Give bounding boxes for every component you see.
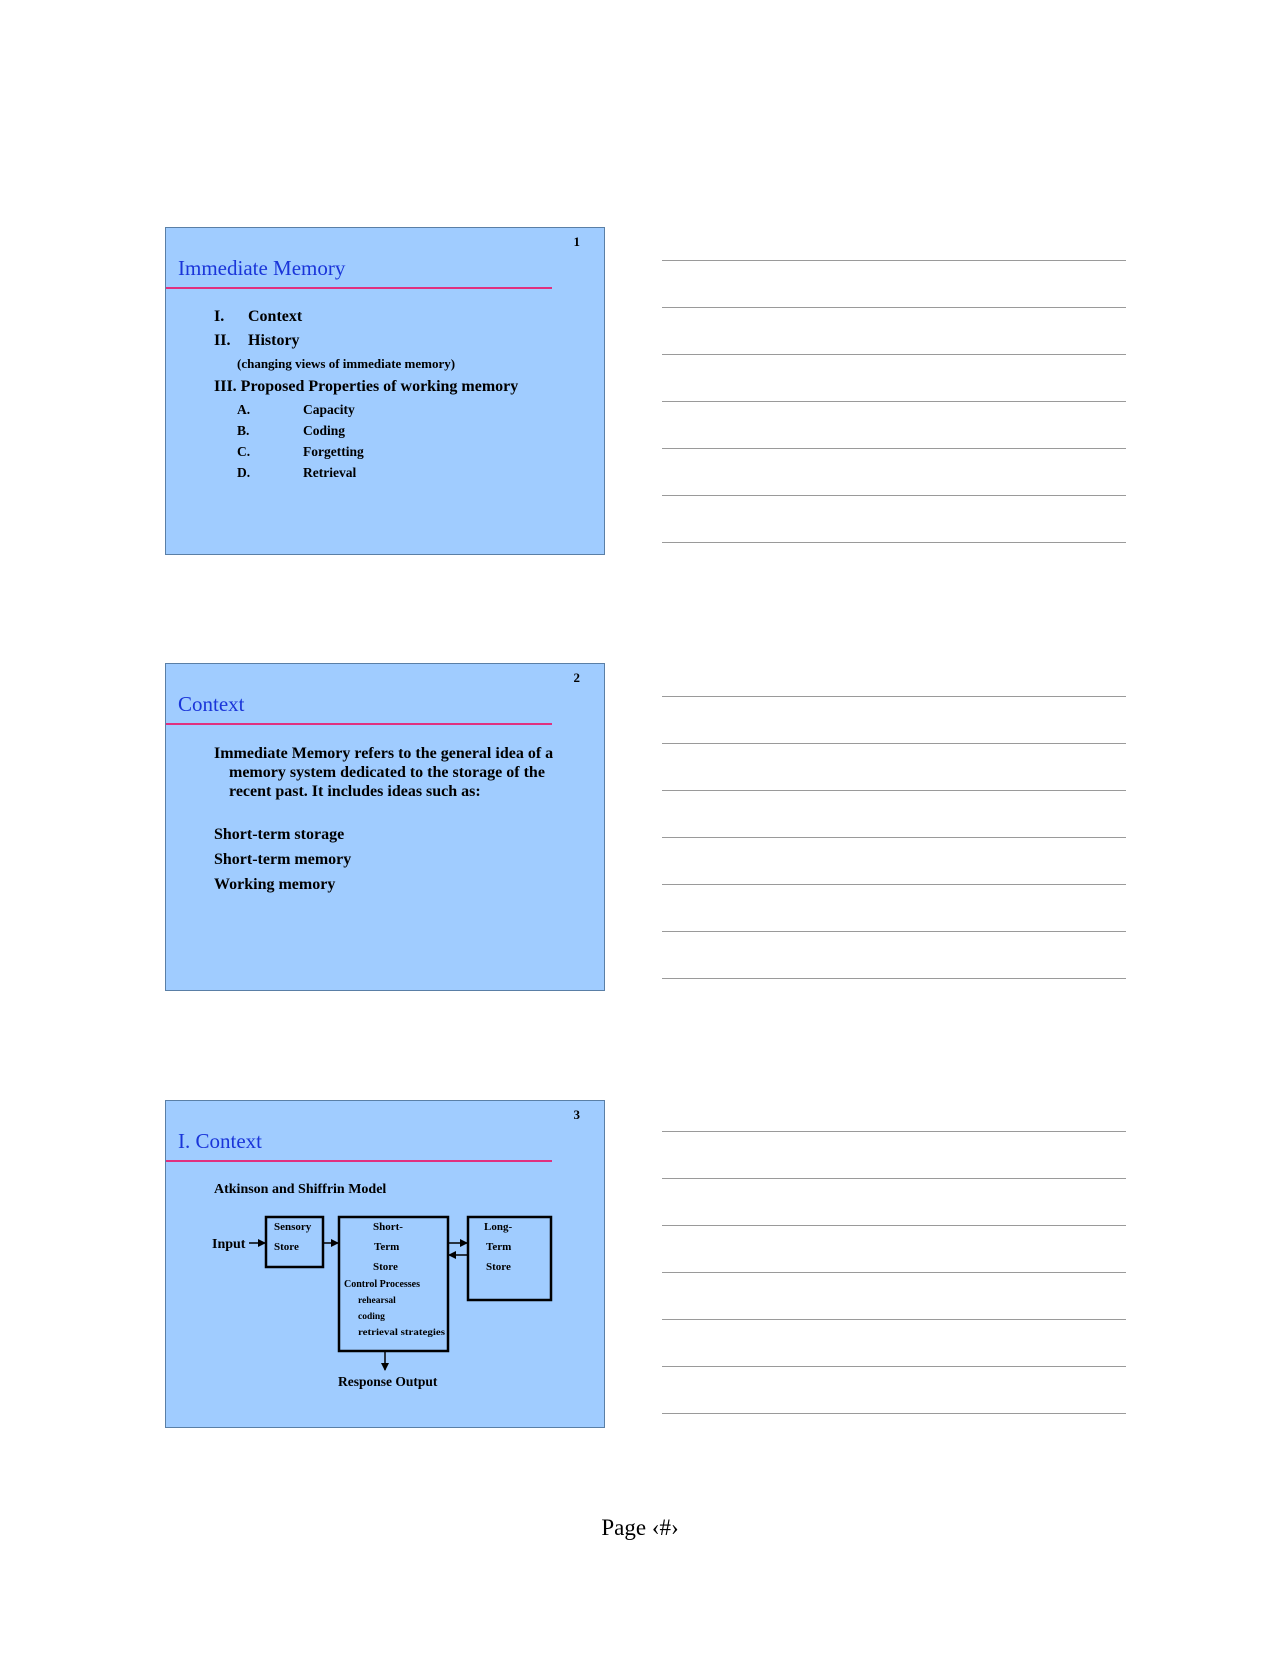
- slide-number: 2: [573, 670, 580, 685]
- note-line: [662, 260, 1126, 261]
- note-line: [662, 1225, 1126, 1226]
- slide-1: [165, 227, 605, 555]
- short-term-label: Store: [373, 1261, 398, 1273]
- outline-item: [214, 332, 455, 356]
- outline-label: History: [248, 332, 300, 349]
- title-divider: [166, 723, 552, 725]
- outline-item: [214, 378, 519, 402]
- sensory-label: Store: [274, 1241, 299, 1253]
- outline-subitem: [214, 465, 455, 486]
- slide-title: I. Context: [178, 1129, 262, 1153]
- outline-section: III. Proposed Properties of working memory: [214, 378, 519, 395]
- slide-2: [165, 663, 605, 991]
- process-label: retrieval strategies: [358, 1328, 446, 1338]
- process-label: rehearsal: [358, 1296, 396, 1306]
- note-line: [662, 1366, 1126, 1367]
- note-line: [662, 542, 1126, 543]
- subitem-letter: C.: [237, 444, 251, 459]
- outline-label: Context: [248, 308, 303, 325]
- note-line: [662, 978, 1126, 979]
- note-line: [662, 743, 1126, 744]
- note-line: [662, 837, 1126, 838]
- model-title: Atkinson and Shiffrin Model: [214, 1182, 387, 1197]
- note-line: [662, 931, 1126, 932]
- list-item: Short-term memory: [214, 851, 352, 868]
- note-line: [662, 790, 1126, 791]
- list-item: Working memory: [214, 876, 336, 893]
- sensory-label: Sensory: [274, 1221, 312, 1233]
- note-line: [662, 696, 1126, 697]
- long-term-label: Term: [486, 1241, 512, 1253]
- note-line: [662, 1319, 1126, 1320]
- outline-subitem: [214, 402, 455, 423]
- outline-note: (changing views of immediate memory): [237, 356, 456, 371]
- input-label: Input: [212, 1237, 246, 1252]
- memory-type-list: [214, 826, 351, 901]
- subitem-label: Coding: [303, 423, 346, 438]
- page-footer: Page ‹#›: [601, 1515, 679, 1540]
- subitem-label: Capacity: [303, 402, 355, 417]
- note-line: [662, 1131, 1126, 1132]
- response-output-label: Response Output: [338, 1374, 438, 1389]
- outline: [214, 308, 519, 486]
- subitem-label: Retrieval: [303, 465, 357, 480]
- outline-subitem: [214, 423, 455, 444]
- control-processes-label: Control Processes: [344, 1279, 421, 1290]
- subitem-letter: B.: [237, 423, 250, 438]
- outline-item: [214, 308, 455, 332]
- subitem-label: Forgetting: [303, 444, 364, 459]
- note-line: [662, 401, 1126, 402]
- note-line: [662, 307, 1126, 308]
- short-term-label: Term: [374, 1241, 400, 1253]
- outline-number: II.: [214, 332, 231, 349]
- short-term-label: Short-: [373, 1221, 403, 1233]
- subitem-letter: D.: [237, 465, 251, 480]
- subitem-letter: A.: [237, 402, 251, 417]
- note-line: [662, 1272, 1126, 1273]
- slide-number: 1: [573, 234, 580, 249]
- note-line: [662, 495, 1126, 496]
- list-item: Short-term storage: [214, 826, 345, 843]
- note-line: [662, 1413, 1126, 1414]
- title-divider: [166, 287, 552, 289]
- long-term-label: Long-: [484, 1221, 513, 1233]
- slide-3: [165, 1100, 605, 1428]
- outline-subitem: [214, 444, 455, 465]
- note-line: [662, 448, 1126, 449]
- long-term-label: Store: [486, 1261, 511, 1273]
- memory-model-diagram: [166, 1101, 604, 1427]
- note-line: [662, 1178, 1126, 1179]
- slide-number: 3: [573, 1107, 580, 1122]
- slide-paragraph: Immediate Memory refers to the general idea of a memory system dedicated to the storage of the recent past. It includes ideas such as:: [214, 745, 554, 800]
- slide-title: Context: [178, 692, 245, 716]
- note-line: [662, 354, 1126, 355]
- process-label: coding: [358, 1312, 385, 1322]
- slide-title: Immediate Memory: [178, 256, 346, 280]
- note-line: [662, 884, 1126, 885]
- outline-number: I.: [214, 308, 225, 325]
